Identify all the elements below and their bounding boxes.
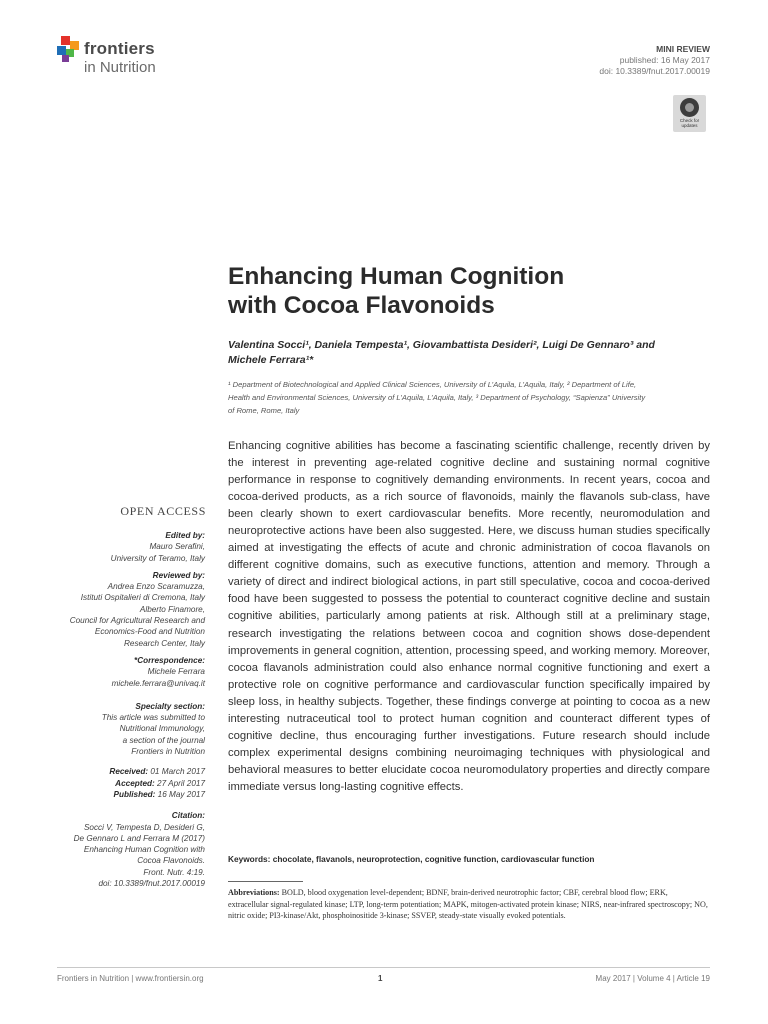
reviewer-line: Alberto Finamore, bbox=[139, 604, 205, 614]
specialty-label: Specialty section: bbox=[135, 701, 205, 711]
authors-line-2: Michele Ferrara¹* bbox=[228, 354, 314, 366]
badge-text: Check for updates bbox=[679, 118, 700, 128]
reviewer-line: Economics-Food and Nutrition bbox=[94, 627, 205, 637]
logo-line-2: in Nutrition bbox=[84, 59, 156, 76]
check-for-updates-badge[interactable] bbox=[673, 95, 706, 132]
reviewer-line: Research Center, Italy bbox=[123, 638, 205, 648]
correspondence-label: *Correspondence: bbox=[134, 655, 205, 665]
article-type: MINI REVIEW bbox=[656, 44, 710, 54]
footer-issue: May 2017 | Volume 4 | Article 19 bbox=[595, 974, 710, 983]
abbreviations-text: BOLD, blood oxygenation level-dependent; BDNF, brain-derived neurotrophic factor; CBF, cerebral blood flow; ERK, extracellular signal-regulated kinase; LTP, long-term potentiation; MAPK, mitogen-activated protein kinase; NIRS, near-infrared spectroscopy; NO, nitric oxide; PI3-kinase/Akt, phosphoinositide 3-kinase; SSVEP, steady-state visually evoked potentials. bbox=[228, 888, 708, 921]
received-date bbox=[40, 766, 205, 777]
published-label: Published: bbox=[113, 789, 156, 799]
citation-doi[interactable]: doi: 10.3389/fnut.2017.00019 bbox=[98, 879, 205, 889]
affiliation-line: Health and Environmental Sciences, University of L’Aquila, L’Aquila, Italy, ³ Department of Psychology, “Sapienza” University bbox=[228, 393, 646, 402]
reviewer-line: Council for Agricultural Research and bbox=[69, 616, 205, 626]
footnote-divider bbox=[228, 881, 303, 882]
affiliation-line: of Rome, Rome, Italy bbox=[228, 406, 300, 415]
article-sidebar bbox=[40, 530, 205, 895]
title-line-1: Enhancing Human Cognition bbox=[228, 263, 565, 290]
authors-line-1: Valentina Socci¹, Daniela Tempesta¹, Giovambattista Desideri², Luigi De Gennaro³ and bbox=[228, 339, 655, 351]
citation-line: De Gennaro L and Ferrara M (2017) bbox=[73, 833, 205, 843]
published-value: 16 May 2017 bbox=[157, 789, 205, 799]
edited-by bbox=[40, 530, 205, 564]
article-title bbox=[228, 262, 728, 320]
editor-line: Mauro Serafini, bbox=[149, 542, 205, 552]
edited-by-label: Edited by: bbox=[165, 531, 205, 540]
correspondence-email[interactable]: michele.ferrara@univaq.it bbox=[111, 678, 205, 688]
affiliation-line: ¹ Department of Biotechnological and Applied Clinical Sciences, University of L’Aquila, L’Aquila, Italy, ² Department of Life, bbox=[228, 380, 637, 389]
doi[interactable]: doi: 10.3389/fnut.2017.00019 bbox=[599, 66, 710, 76]
reviewer-line: Istituti Ospitalieri di Cremona, Italy bbox=[80, 593, 205, 603]
received-label: Received: bbox=[109, 767, 149, 777]
logo-line-1: frontiers bbox=[84, 39, 155, 58]
specialty-line: a section of the journal bbox=[122, 735, 205, 745]
open-access-label: OPEN ACCESS bbox=[120, 504, 206, 518]
authors bbox=[228, 338, 708, 368]
published-date: published: 16 May 2017 bbox=[619, 55, 710, 65]
abbreviations-label: Abbreviations: bbox=[228, 888, 280, 897]
check-updates-icon bbox=[680, 98, 699, 117]
specialty-line: This article was submitted to bbox=[101, 713, 205, 723]
citation-label: Citation: bbox=[171, 811, 205, 821]
specialty-line: Nutritional Immunology, bbox=[119, 724, 205, 734]
frontiers-logo-icon bbox=[57, 36, 81, 62]
accepted-value: 27 April 2017 bbox=[157, 778, 205, 788]
received-value: 01 March 2017 bbox=[150, 767, 205, 777]
citation-line: Enhancing Human Cognition with bbox=[83, 845, 205, 855]
citation-line: Cocoa Flavonoids. bbox=[137, 856, 205, 866]
editor-line: University of Teramo, Italy bbox=[110, 553, 205, 563]
keywords: Keywords: chocolate, flavanols, neuroprotection, cognitive function, cardiovascular function bbox=[228, 854, 595, 864]
specialty-line: Frontiers in Nutrition bbox=[131, 747, 205, 757]
abstract: Enhancing cognitive abilities has become a fascinating scientific challenge, recently driven by the interest in preventing age-related cognitive decline and sustaining normal cognitive performance in response to cognitively demanding environments. In recent years, cocoa and cocoa-derived products, as a rich source of flavonoids, mainly the flavanols sub-class, have been clearly shown to exert cardiovascular benefits. More recently, neuromodulation and neuroprotective actions have been also suggested. Here, we discuss human studies specifically aimed at investigating the effects of acute and chronic administration of cocoa flavanols on different cognitive domains, such as executive functions, attention and memory. Through a variety of direct and indirect biological actions, in part still speculative, cocoa and cocoa-derived food have been suggested to possess the potential to counteract cognitive decline and sustain cognitive abilities, particularly among patients at risk. Although still at a preliminary stage, research investigating the relations between cocoa and cognition shows dose-dependent improvements in general cognition, attention, processing speed, and working memory. Moreover, cocoa flavanols administration could also enhance normal cognitive functioning and exert a protective role on cognitive performance and cardiovascular function specifically impaired by sleep loss, in healthy subjects. Together, these findings converge at pointing to cocoa as a new interesting nutraceutical tool to protect human cognition and counteract different types of cognitive decline, thus encouraging further investigations. Future research should include complex experimental designs combining neuroimaging techniques with physiological and behavioral measures to better elucidate cocoa neuromodulatory properties and directly compare immediate versus long-lasting cognitive effects. bbox=[228, 440, 710, 793]
correspondence bbox=[40, 655, 205, 689]
article-meta bbox=[599, 44, 710, 77]
journal-logo[interactable] bbox=[57, 34, 197, 82]
footer-divider bbox=[57, 967, 710, 968]
accepted-date bbox=[40, 778, 205, 789]
citation-line: Front. Nutr. 4:19. bbox=[143, 867, 205, 877]
reviewer-line: Andrea Enzo Scaramuzza, bbox=[107, 582, 205, 592]
citation-line: Socci V, Tempesta D, Desideri G, bbox=[83, 822, 205, 832]
reviewed-by-label: Reviewed by: bbox=[152, 570, 205, 580]
affiliations bbox=[228, 378, 713, 417]
published-date-sidebar bbox=[40, 789, 205, 800]
footer-journal[interactable]: Frontiers in Nutrition | www.frontiersin.org bbox=[57, 974, 204, 983]
accepted-label: Accepted: bbox=[115, 778, 155, 788]
correspondence-name: Michele Ferrara bbox=[147, 667, 205, 677]
abbreviations bbox=[228, 887, 710, 922]
reviewed-by bbox=[40, 570, 205, 649]
page-number: 1 bbox=[378, 974, 383, 983]
dates bbox=[40, 766, 205, 800]
citation bbox=[40, 810, 205, 889]
title-line-2: with Cocoa Flavonoids bbox=[228, 292, 495, 319]
specialty-section bbox=[40, 701, 205, 757]
